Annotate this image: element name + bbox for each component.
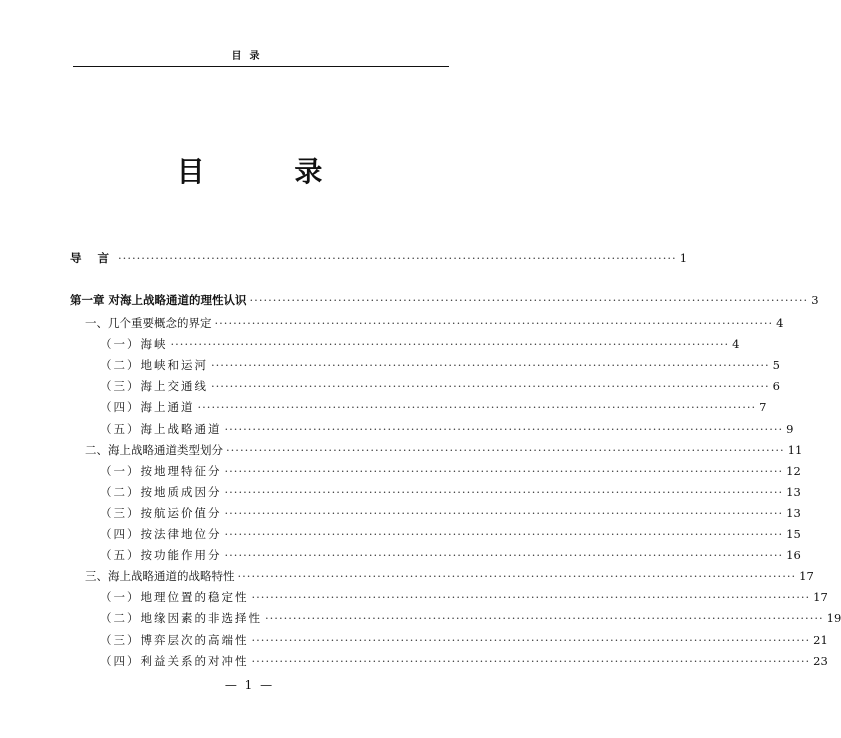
dot-leader: ························································································································ (224, 484, 784, 499)
toc-entry-label: （四）海上通道 (100, 400, 195, 415)
toc-entry-subsection[interactable] (0, 334, 740, 354)
toc-entry-page: 4 (776, 316, 784, 330)
toc-entry-subsection[interactable] (0, 419, 794, 439)
toc-entry-label: （三）海上交通线 (100, 379, 208, 394)
toc-entry-label: （五）海上战略通道 (100, 421, 222, 436)
toc-entry-label: （四）按法律地位分 (100, 527, 222, 541)
toc-entry-subsection[interactable] (0, 482, 801, 502)
toc-entry-label: 一、几个重要概念的界定 (85, 316, 212, 330)
dot-leader: ························································································································ (197, 400, 757, 415)
toc-entry-page: 4 (732, 337, 740, 352)
toc-entry-subsection[interactable] (0, 503, 801, 523)
toc-entry-label: 二、海上战略通道类型划分 (85, 442, 223, 457)
toc-entry-page: 16 (786, 548, 801, 563)
toc-entry-page: 7 (759, 400, 767, 415)
dot-leader: ························································································································ (251, 653, 811, 668)
toc-entry-label: 导 言 (70, 251, 116, 265)
toc-entry-page: 17 (813, 590, 828, 605)
dot-leader: ························································································································ (224, 421, 784, 436)
page-number: — 1 — (224, 678, 275, 692)
toc-entry-subsection[interactable] (0, 608, 841, 628)
toc-entry-label: （一）地理位置的稳定性 (100, 590, 249, 605)
dot-leader: ························································································································ (214, 316, 774, 330)
toc-entry-preface[interactable] (0, 248, 688, 268)
toc-entry-label: （五）按功能作用分 (100, 548, 222, 563)
toc-entry-page: 1 (679, 251, 688, 265)
toc-entry-subsection[interactable] (0, 355, 780, 375)
dot-leader: ························································································································ (251, 632, 811, 647)
dot-leader: ························································································································ (118, 251, 677, 265)
toc-entry-subsection[interactable] (0, 630, 828, 650)
toc-entry-chapter[interactable] (0, 290, 819, 310)
toc-entry-label: （三）博弈层次的高端性 (100, 632, 249, 647)
dot-leader: ························································································································ (226, 442, 785, 457)
dot-leader: ························································································································ (224, 548, 784, 563)
toc-entry-subsection[interactable] (0, 397, 767, 417)
toc-entry-label: 第一章 对海上战略通道的理性认识 (70, 293, 247, 307)
page-title: 目 录 (176, 155, 363, 188)
toc-entry-subsection[interactable] (0, 376, 780, 396)
dot-leader: ························································································································ (211, 358, 770, 373)
toc-entry-page: 3 (811, 293, 819, 307)
dot-leader: ························································································································ (224, 527, 784, 541)
toc-entry-subsection[interactable] (0, 545, 801, 565)
toc-entry-subsection[interactable] (0, 651, 828, 671)
toc-entry-page: 11 (787, 442, 803, 457)
toc-entry-section[interactable] (0, 440, 803, 460)
running-head: 目录 (231, 51, 268, 62)
toc-entry-page: 13 (786, 484, 801, 499)
toc-entry-page: 21 (813, 632, 828, 647)
toc-entry-page: 9 (786, 421, 794, 436)
toc-entry-label: （二）地峡和运河 (100, 358, 208, 373)
toc-entry-label: （二）按地质成因分 (100, 484, 222, 499)
toc-entry-subsection[interactable] (0, 461, 801, 481)
dot-leader: ························································································································ (265, 611, 824, 626)
toc-entry-page: 5 (772, 358, 780, 373)
toc-entry-page: 15 (786, 527, 801, 541)
dot-leader: ························································································································ (251, 590, 811, 605)
dot-leader: ························································································································ (224, 505, 784, 520)
toc-entry-page: 12 (786, 463, 801, 478)
dot-leader: ························································································································ (224, 463, 784, 478)
toc-entry-subsection[interactable] (0, 587, 828, 607)
toc-entry-section[interactable] (0, 313, 784, 333)
toc-entry-section[interactable] (0, 566, 814, 586)
toc-entry-label: （三）按航运价值分 (100, 505, 222, 520)
toc-entry-page: 17 (799, 569, 814, 584)
dot-leader: ························································································································ (237, 569, 797, 584)
toc-entry-label: 三、海上战略通道的战略特性 (85, 569, 235, 584)
toc-entry-label: （二）地缘因素的非选择性 (100, 611, 262, 626)
toc-entry-page: 23 (813, 653, 828, 668)
toc-entry-label: （一）按地理特征分 (100, 463, 222, 478)
toc-entry-label: （一）海峡 (100, 337, 168, 352)
toc-entry-page: 13 (786, 505, 801, 520)
dot-leader: ························································································································ (211, 379, 770, 394)
dot-leader: ························································································································ (170, 337, 730, 352)
toc-entry-page: 6 (772, 379, 780, 394)
toc-entry-page: 19 (826, 611, 841, 626)
dot-leader: ························································································································ (249, 293, 809, 307)
toc-entry-label: （四）利益关系的对冲性 (100, 653, 249, 668)
toc-entry-subsection[interactable] (0, 524, 801, 544)
